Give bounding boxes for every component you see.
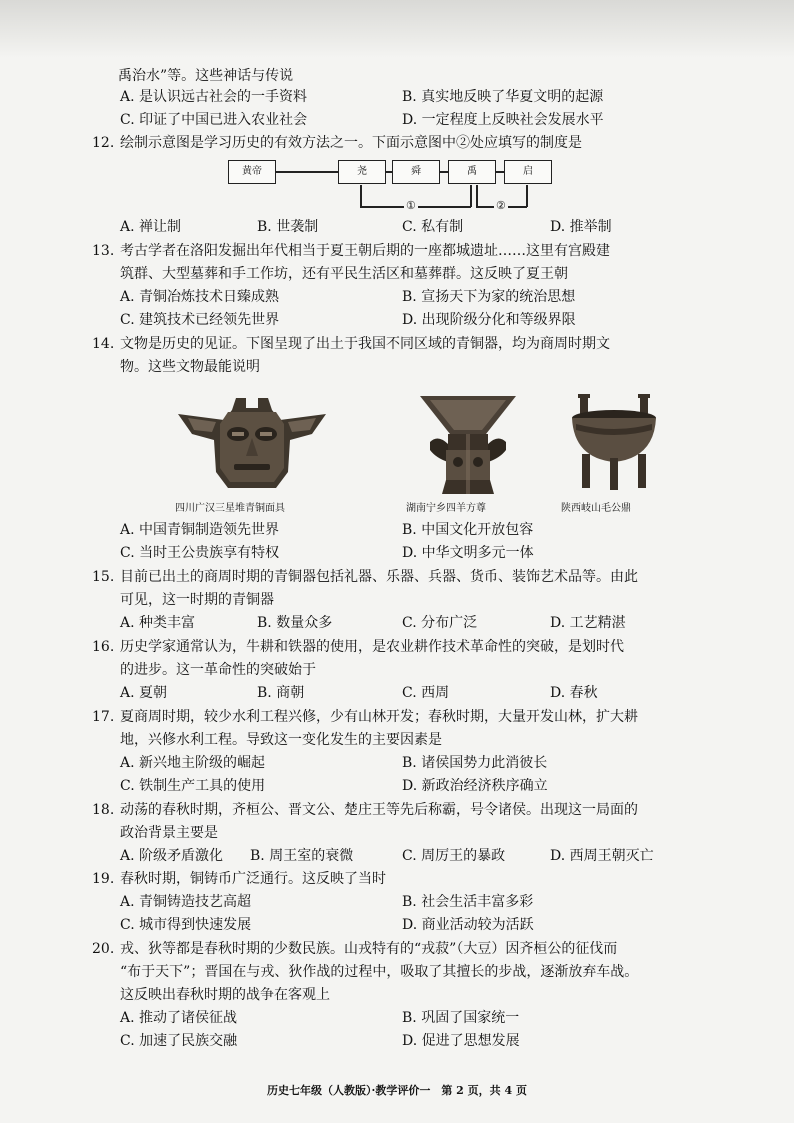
q17-option-c[interactable]: C. 铁制生产工具的使用 — [120, 778, 266, 794]
q16-stem-line-2: 的进步。这一革命性的突破始于 — [120, 662, 316, 678]
q17-number: 17. — [92, 709, 115, 725]
caption-sanxingdui-mask: 四川广汉三星堆青铜面具 — [175, 503, 285, 514]
q15-option-c[interactable]: C. 分布广泛 — [402, 615, 478, 631]
q12-option-c[interactable]: C. 私有制 — [402, 219, 464, 235]
q14-option-b[interactable]: B. 中国文化开放包容 — [402, 522, 534, 538]
q14-option-a[interactable]: A. 中国青铜制造领先世界 — [120, 522, 280, 538]
q19-option-b[interactable]: B. 社会生活丰富多彩 — [402, 894, 534, 910]
q19-option-c[interactable]: C. 城市得到快速发展 — [120, 917, 252, 933]
q16-option-c[interactable]: C. 西周 — [402, 685, 450, 701]
q11-option-b[interactable]: B. 真实地反映了华夏文明的起源 — [402, 89, 604, 105]
q18-option-d[interactable]: D. 西周王朝灭亡 — [550, 848, 654, 864]
q13-stem-line-2: 筑群、大型墓葬和手工作坊，还有平民生活区和墓葬群。这反映了夏王朝 — [120, 266, 568, 282]
bracket-line — [526, 185, 528, 207]
q13-stem-line-1: 考古学者在洛阳发掘出年代相当于夏王朝后期的一座都城遗址……这里有宫殿建 — [120, 243, 610, 259]
q17-stem-line-1: 夏商周时期，较少水利工程兴修，少有山林开发；春秋时期，大量开发山林，扩大耕 — [120, 709, 638, 725]
q18-stem-line-2: 政治背景主要是 — [120, 825, 218, 841]
q17-option-a[interactable]: A. 新兴地主阶级的崛起 — [120, 755, 266, 771]
q17-option-d[interactable]: D. 新政治经济秩序确立 — [402, 778, 548, 794]
q11-option-a[interactable]: A. 是认识远古社会的一手资料 — [120, 89, 308, 105]
q20-option-c[interactable]: C. 加速了民族交融 — [120, 1033, 238, 1049]
diagram-connector — [496, 171, 504, 173]
q15-stem-line-2: 可见，这一时期的青铜器 — [120, 592, 274, 608]
q19-stem-line-1: 春秋时期，铜铸币广泛通行。这反映了当时 — [120, 871, 386, 887]
q20-option-d[interactable]: D. 促进了思想发展 — [402, 1033, 520, 1049]
q13-option-c[interactable]: C. 建筑技术已经领先世界 — [120, 312, 280, 328]
q14-stem-line-1: 文物是历史的见证。下图呈现了出土于我国不同区域的青铜器，均为商周时期文 — [120, 336, 610, 352]
q20-option-b[interactable]: B. 巩固了国家统一 — [402, 1010, 520, 1026]
q17-option-b[interactable]: B. 诸侯国势力此消彼长 — [402, 755, 548, 771]
caption-four-goat-zun: 湖南宁乡四羊方尊 — [406, 503, 486, 514]
q20-stem-line-1: 戎、狄等都是春秋时期的少数民族。山戎特有的“戎菽”（大豆）因齐桓公的征伐而 — [120, 941, 618, 957]
q20-stem-line-3: 这反映出春秋时期的战争在客观上 — [120, 987, 330, 1003]
q11-option-d[interactable]: D. 一定程度上反映社会发展水平 — [402, 112, 604, 128]
q18-stem-line-1: 动荡的春秋时期，齐桓公、晋文公、楚庄王等先后称霸，号令诸侯。出现这一局面的 — [120, 802, 638, 818]
q16-number: 16. — [92, 639, 115, 655]
q19-option-d[interactable]: D. 商业活动较为活跃 — [402, 917, 534, 933]
q12-option-d[interactable]: D. 推举制 — [550, 219, 612, 235]
q18-option-a[interactable]: A. 阶级矛盾激化 — [120, 848, 224, 864]
q11-option-c[interactable]: C. 印证了中国已进入农业社会 — [120, 112, 308, 128]
bronze-mask-image — [172, 394, 332, 494]
q15-option-d[interactable]: D. 工艺精湛 — [550, 615, 626, 631]
q12-stem: 绘制示意图是学习历史的有效方法之一。下面示意图中②处应填写的制度是 — [120, 135, 582, 151]
q14-number: 14. — [92, 336, 115, 352]
q15-stem-line-1: 目前已出土的商周时期的青铜器包括礼器、乐器、兵器、货币、装饰艺术品等。由此 — [120, 569, 638, 585]
q12-option-b[interactable]: B. 世袭制 — [257, 219, 319, 235]
caption-maogong-ding: 陕西岐山毛公鼎 — [561, 503, 631, 514]
q18-option-b[interactable]: B. 周王室的衰微 — [250, 848, 354, 864]
diagram-box-yu: 禹 — [448, 160, 496, 184]
bracket-line — [476, 185, 478, 207]
q13-number: 13. — [92, 243, 115, 259]
bracket-line — [470, 185, 472, 207]
diagram-label-1: ① — [406, 199, 416, 212]
four-goat-zun-image — [416, 392, 520, 498]
q15-option-b[interactable]: B. 数量众多 — [257, 615, 333, 631]
q13-option-b[interactable]: B. 宣扬天下为家的统治思想 — [402, 289, 576, 305]
q15-number: 15. — [92, 569, 115, 585]
q15-option-a[interactable]: A. 种类丰富 — [120, 615, 196, 631]
q16-option-a[interactable]: A. 夏朝 — [120, 685, 168, 701]
diagram-box-qi: 启 — [504, 160, 552, 184]
q18-number: 18. — [92, 802, 115, 818]
q14-stem-line-2: 物。这些文物最能说明 — [120, 359, 260, 375]
q14-option-c[interactable]: C. 当时王公贵族享有特权 — [120, 545, 280, 561]
page-footer: 历史七年级（人教版）·教学评价一 第 2 页，共 4 页 — [267, 1084, 527, 1097]
diagram-connector — [440, 171, 448, 173]
q16-stem-line-1: 历史学家通常认为，牛耕和铁器的使用，是农业耕作技术革命性的突破，是划时代 — [120, 639, 624, 655]
diagram-box-yao: 尧 — [338, 160, 386, 184]
q14-option-d[interactable]: D. 中华文明多元一体 — [402, 545, 534, 561]
diagram-box-shun: 舜 — [392, 160, 440, 184]
q13-option-a[interactable]: A. 青铜冶炼技术日臻成熟 — [120, 289, 280, 305]
q20-stem-line-2: “布于天下”；晋国在与戎、狄作战的过程中，吸取了其擅长的步战，逐渐放弃车战。 — [120, 964, 639, 980]
q18-option-c[interactable]: C. 周厉王的暴政 — [402, 848, 506, 864]
q12-number: 12. — [92, 135, 115, 151]
q19-option-a[interactable]: A. 青铜铸造技艺高超 — [120, 894, 252, 910]
maogong-ding-image — [566, 392, 662, 492]
q16-option-d[interactable]: D. 春秋 — [550, 685, 598, 701]
q19-number: 19. — [92, 871, 115, 887]
diagram-label-2: ② — [496, 199, 506, 212]
bracket-line — [360, 185, 362, 207]
diagram-connector — [276, 171, 338, 173]
diagram-box-huangdi: 黄帝 — [228, 160, 276, 184]
q11-stem-fragment: 禹治水”等。这些神话与传说 — [118, 68, 294, 84]
q20-number: 20. — [92, 941, 115, 957]
q12-option-a[interactable]: A. 禅让制 — [120, 219, 182, 235]
q16-option-b[interactable]: B. 商朝 — [257, 685, 305, 701]
q17-stem-line-2: 地，兴修水利工程。导致这一变化发生的主要因素是 — [120, 732, 442, 748]
q20-option-a[interactable]: A. 推动了诸侯征战 — [120, 1010, 238, 1026]
q13-option-d[interactable]: D. 出现阶级分化和等级界限 — [402, 312, 576, 328]
